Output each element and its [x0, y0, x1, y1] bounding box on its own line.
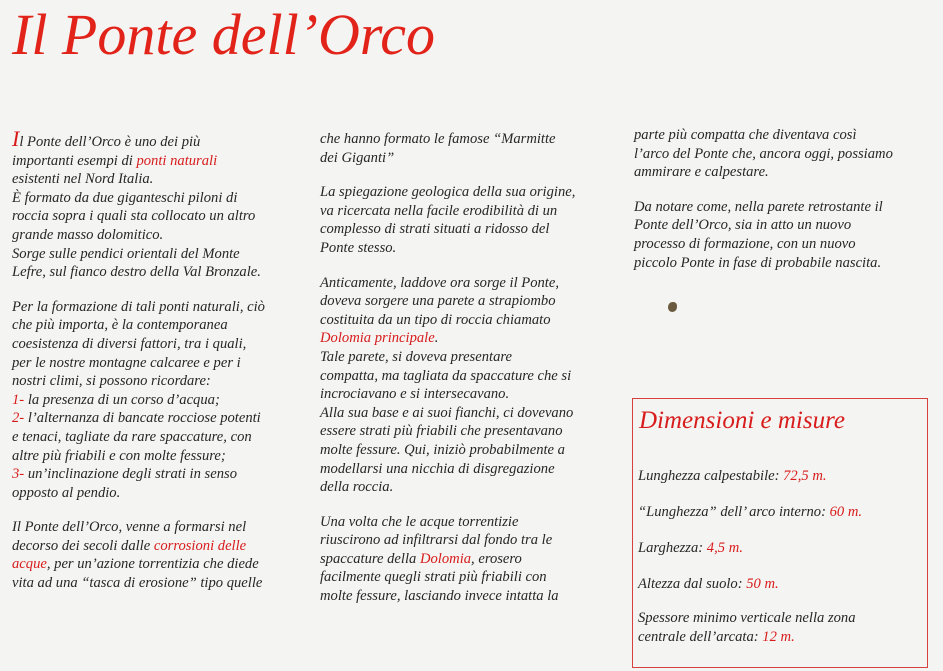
- intro-line: esistenti nel Nord Italia.: [12, 171, 154, 188]
- column-3: [634, 126, 934, 272]
- paragraph-line: coesistenza di diversi fattori, tra i quali,: [12, 335, 247, 352]
- intro-line: roccia sopra i quali sta collocato un altro: [12, 208, 256, 225]
- intro-line: importanti esempi di ponti naturali: [12, 152, 218, 169]
- list-item-3-cont: opposto al pendio.: [12, 484, 121, 501]
- list-item-2: 2- l’alternanza di bancate rocciose potenti: [12, 410, 261, 427]
- paragraph-line: complesso di strati situati a ridosso del: [320, 221, 550, 238]
- paragraph-line: Ponte stesso.: [320, 239, 397, 256]
- paragraph-line: Dolomia principale.: [320, 330, 439, 347]
- surface-blemish: [668, 302, 677, 312]
- paragraph-line: parte più compatta che diventava così: [634, 127, 857, 143]
- paragraph-line: l’arco del Ponte che, ancora oggi, possiamo: [634, 145, 893, 162]
- measure-height: Altezza dal suolo: 50 m.: [638, 576, 779, 592]
- paragraph-line: spaccature della Dolomia, erosero: [320, 550, 522, 567]
- paragraph-line: essere strati più friabili che presentavano: [320, 423, 563, 440]
- list-item-3: 3- un’inclinazione degli strati in senso: [12, 466, 237, 483]
- paragraph-line: Per la formazione di tali ponti naturali, ciò: [12, 298, 265, 315]
- list-item-2-cont: e tenaci, tagliate da rare spaccature, con: [12, 428, 252, 445]
- paragraph-line: dei Giganti”: [320, 149, 395, 166]
- drop-cap: I: [12, 126, 20, 151]
- highlight-ponti-naturali: ponti naturali: [136, 152, 218, 169]
- intro-line: Il Ponte dell’Orco è uno dei più: [12, 126, 201, 151]
- paragraph-line: modellarsi una nicchia di disgregazione: [320, 460, 555, 477]
- paragraph-line: che hanno formato le famose “Marmitte: [320, 131, 556, 147]
- measures-box: [632, 398, 928, 668]
- paragraph-line: piccolo Ponte in fase di probabile nascita.: [634, 254, 882, 271]
- paragraph-line: che più importa, è la contemporanea: [12, 317, 228, 334]
- paragraph-line: Il Ponte dell’Orco, venne a formarsi nel: [12, 519, 247, 536]
- paragraph-line: ammirare e calpestare.: [634, 164, 769, 181]
- paragraph-line: Da notare come, nella parete retrostante il: [634, 198, 883, 215]
- paragraph-line: incrociavano e si intersecavano.: [320, 386, 510, 403]
- highlight-dolomia: Dolomia: [419, 550, 472, 567]
- paragraph-line: doveva sorgere una parete a strapiombo: [320, 293, 556, 310]
- measure-thickness: Spessore minimo verticale nella zona centrale dell’arcata: 12 m.: [638, 610, 856, 645]
- column-1: [12, 126, 312, 593]
- list-item-1: 1- la presenza di un corso d’acqua;: [12, 391, 220, 408]
- paragraph-line: della roccia.: [320, 479, 394, 496]
- paragraph-line: Anticamente, laddove ora sorge il Ponte,: [320, 274, 559, 291]
- measure-arch-length: “Lunghezza” dell’ arco interno: 60 m.: [638, 504, 863, 520]
- paragraph-line: per le nostre montagne calcaree e per i: [12, 354, 241, 371]
- paragraph-line: processo di formazione, con un nuovo: [634, 235, 856, 252]
- paragraph-line: vita ad una “tasca di erosione” tipo quelle: [12, 575, 263, 592]
- highlight-corrosioni: corrosioni delle: [153, 537, 247, 554]
- page-title: Il Ponte dell’Orco: [12, 2, 436, 67]
- paragraph-line: decorso dei secoli dalle corrosioni delle: [12, 537, 247, 554]
- measure-length-walkable: Lunghezza calpestabile: 72,5 m.: [638, 468, 827, 484]
- paragraph-line: Tale parete, si doveva presentare: [320, 348, 512, 365]
- highlight-acque: acque: [12, 556, 47, 573]
- paragraph-line: compatta, ma tagliata da spaccature che si: [320, 367, 572, 384]
- intro-line: Sorge sulle pendici orientali del Monte: [12, 245, 240, 262]
- paragraph-line: facilmente quegli strati più friabili con: [320, 569, 547, 586]
- paragraph-line: nostri climi, si possono ricordare:: [12, 373, 211, 390]
- column-2: [320, 130, 620, 606]
- measure-width: Larghezza: 4,5 m.: [638, 540, 743, 556]
- paragraph-line: Ponte dell’Orco, sia in atto un nuovo: [634, 217, 852, 234]
- paragraph-line: Una volta che le acque torrentizie: [320, 513, 519, 530]
- paragraph-line: Alla sua base e ai suoi fianchi, ci dovevano: [320, 404, 574, 421]
- paragraph-line: va ricercata nella facile erodibilità di un: [320, 202, 558, 219]
- intro-line: grande masso dolomitico.: [12, 226, 164, 243]
- highlight-dolomia-principale: Dolomia principale: [320, 330, 435, 347]
- paragraph-line: La spiegazione geologica della sua origine,: [320, 184, 576, 201]
- measures-title: Dimensioni e misure: [639, 407, 845, 434]
- list-item-2-cont: altre più friabili e con molte fessure;: [12, 447, 226, 464]
- paragraph-line: riuscirono ad infiltrarsi dal fondo tra le: [320, 532, 553, 549]
- intro-line: È formato da due giganteschi piloni di: [12, 189, 238, 206]
- paragraph-line: molte fessure. Qui, iniziò probabilmente a: [320, 441, 565, 458]
- paragraph-line: costituita da un tipo di roccia chiamato: [320, 311, 551, 328]
- paragraph-line: acque, per un’azione torrentizia che diede: [12, 556, 259, 573]
- intro-line: Lefre, sul fianco destro della Val Bronzale.: [12, 264, 261, 281]
- paragraph-line: molte fessure, lasciando invece intatta la: [320, 588, 559, 605]
